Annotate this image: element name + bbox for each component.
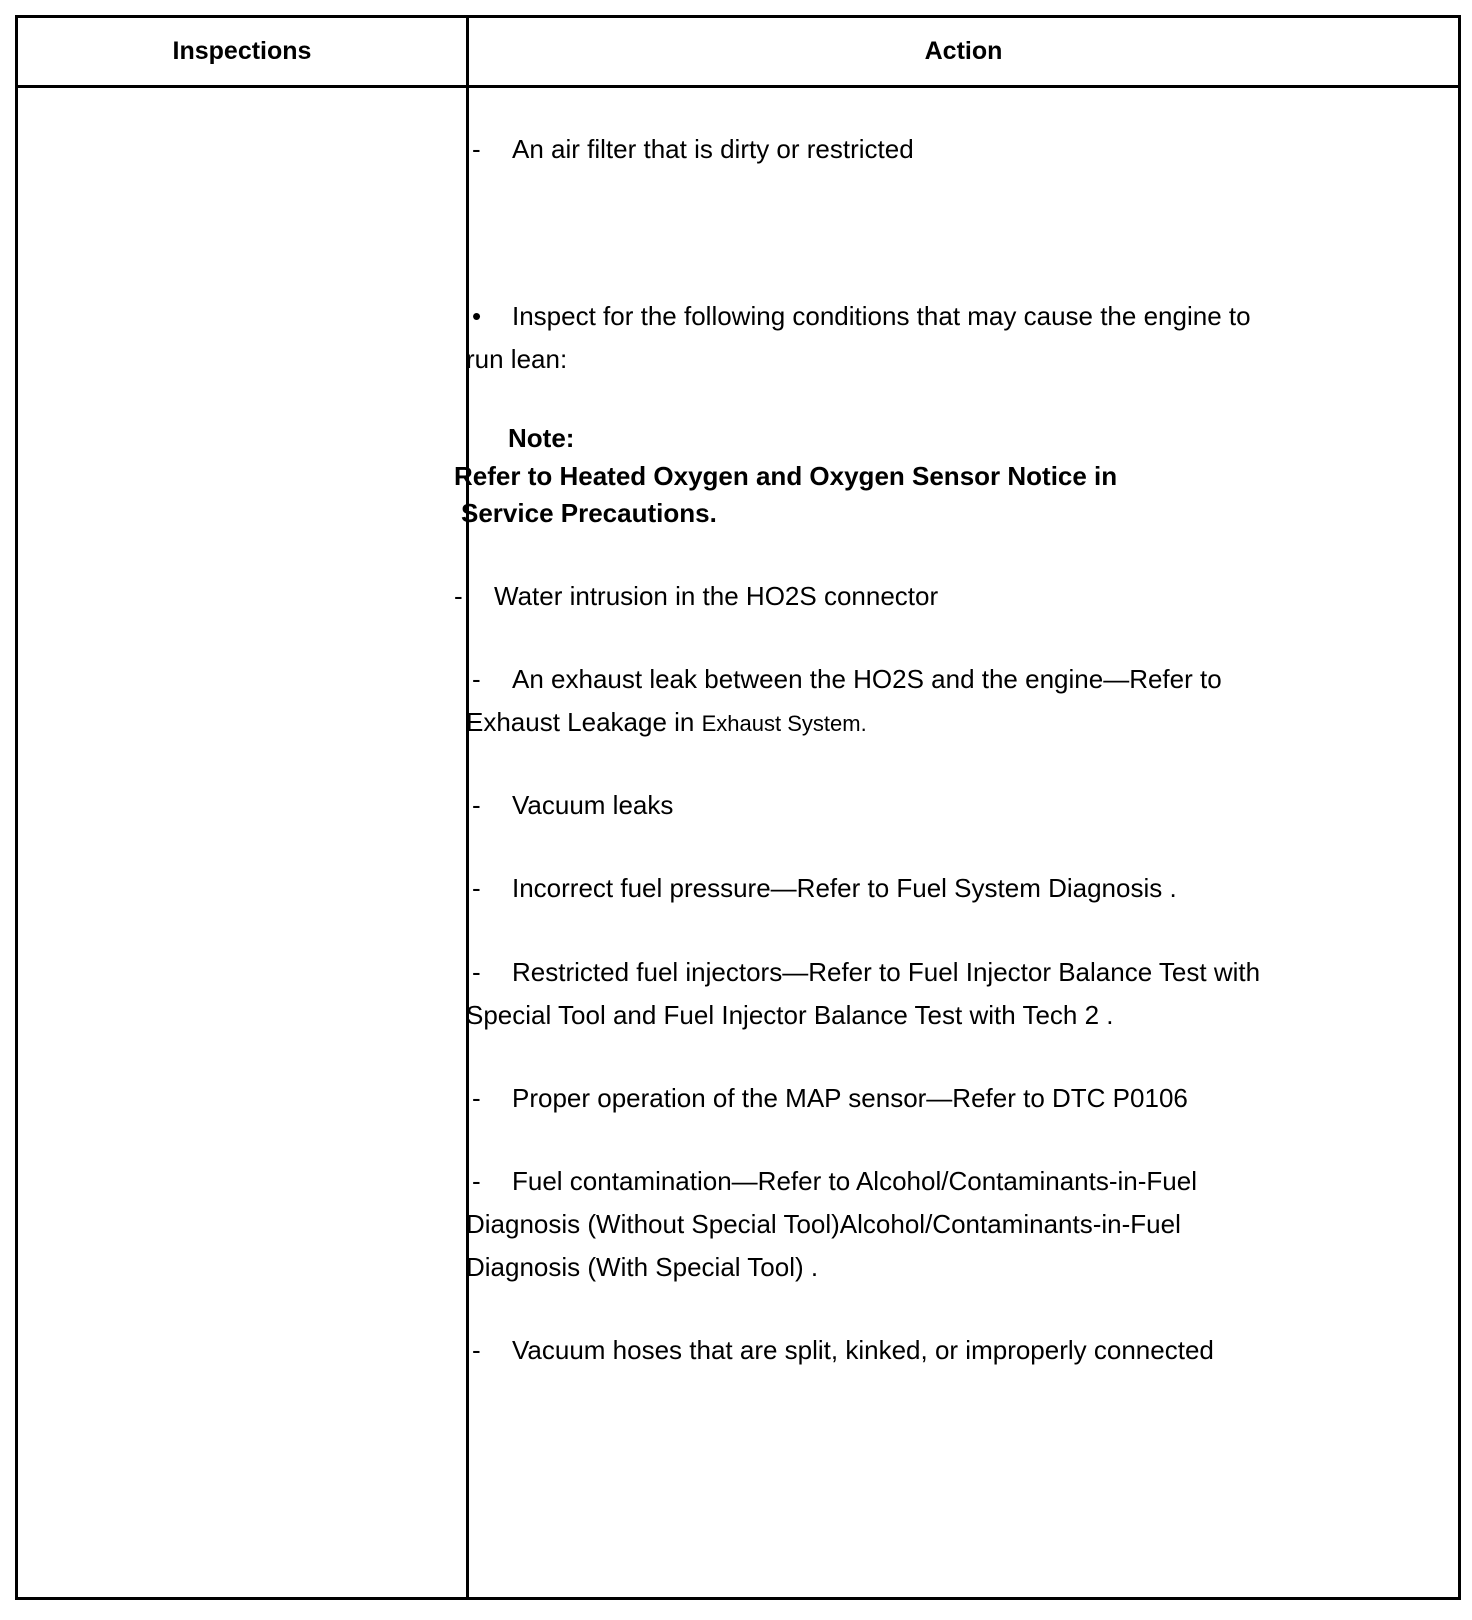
dash-marker: - [454,581,463,611]
list-item: - Fuel contamination—Refer to Alcohol/Contaminants-in-Fuel [472,1159,1197,1204]
list-item: - Vacuum hoses that are split, kinked, or improperly connected [472,1328,1214,1373]
header-inspections: Inspections [172,37,312,65]
note-title: Note: [508,423,575,453]
list-item: - Proper operation of the MAP sensor—Refer to DTC P0106 [472,1076,1188,1121]
dash-marker: - [472,790,481,820]
dash-marker: - [472,873,481,903]
list-item-continuation: Diagnosis (With Special Tool) . [466,1252,819,1282]
note-text: Refer to Heated Oxygen and Oxygen Sensor Notice in [454,461,1118,491]
note-text: Service Precautions. [461,498,717,528]
dash-marker: - [472,1083,481,1113]
list-item: • Inspect for the following conditions that may cause the engine to [472,294,1251,339]
bullet-marker: • [472,301,482,331]
list-item: - Incorrect fuel pressure—Refer to Fuel System Diagnosis . [472,866,1177,911]
header-divider [18,85,1458,88]
list-item-continuation: run lean: [466,344,568,374]
dash-marker: - [472,134,481,164]
list-item: - Vacuum leaks [472,783,673,828]
exhaust-system-link[interactable]: Exhaust System. [701,711,867,736]
list-item: - Water intrusion in the HO2S connector [454,574,938,619]
dash-marker: - [472,957,481,987]
list-item: - Restricted fuel injectors—Refer to Fuel Injector Balance Test with [472,950,1260,995]
dash-marker: - [472,1335,481,1365]
dash-marker: - [472,1166,481,1196]
list-item-continuation: Exhaust Leakage in Exhaust System. [466,707,867,737]
list-item-continuation: Diagnosis (Without Special Tool)Alcohol/Contaminants-in-Fuel [466,1209,1181,1239]
header-action: Action [924,37,1003,65]
inspection-table [15,15,1461,1600]
list-item: - An exhaust leak between the HO2S and the engine—Refer to [472,657,1222,702]
list-item-continuation: Special Tool and Fuel Injector Balance Test with Tech 2 . [466,1000,1114,1030]
list-item: - An air filter that is dirty or restricted [472,127,914,172]
column-divider [466,18,469,1597]
dash-marker: - [472,664,481,694]
